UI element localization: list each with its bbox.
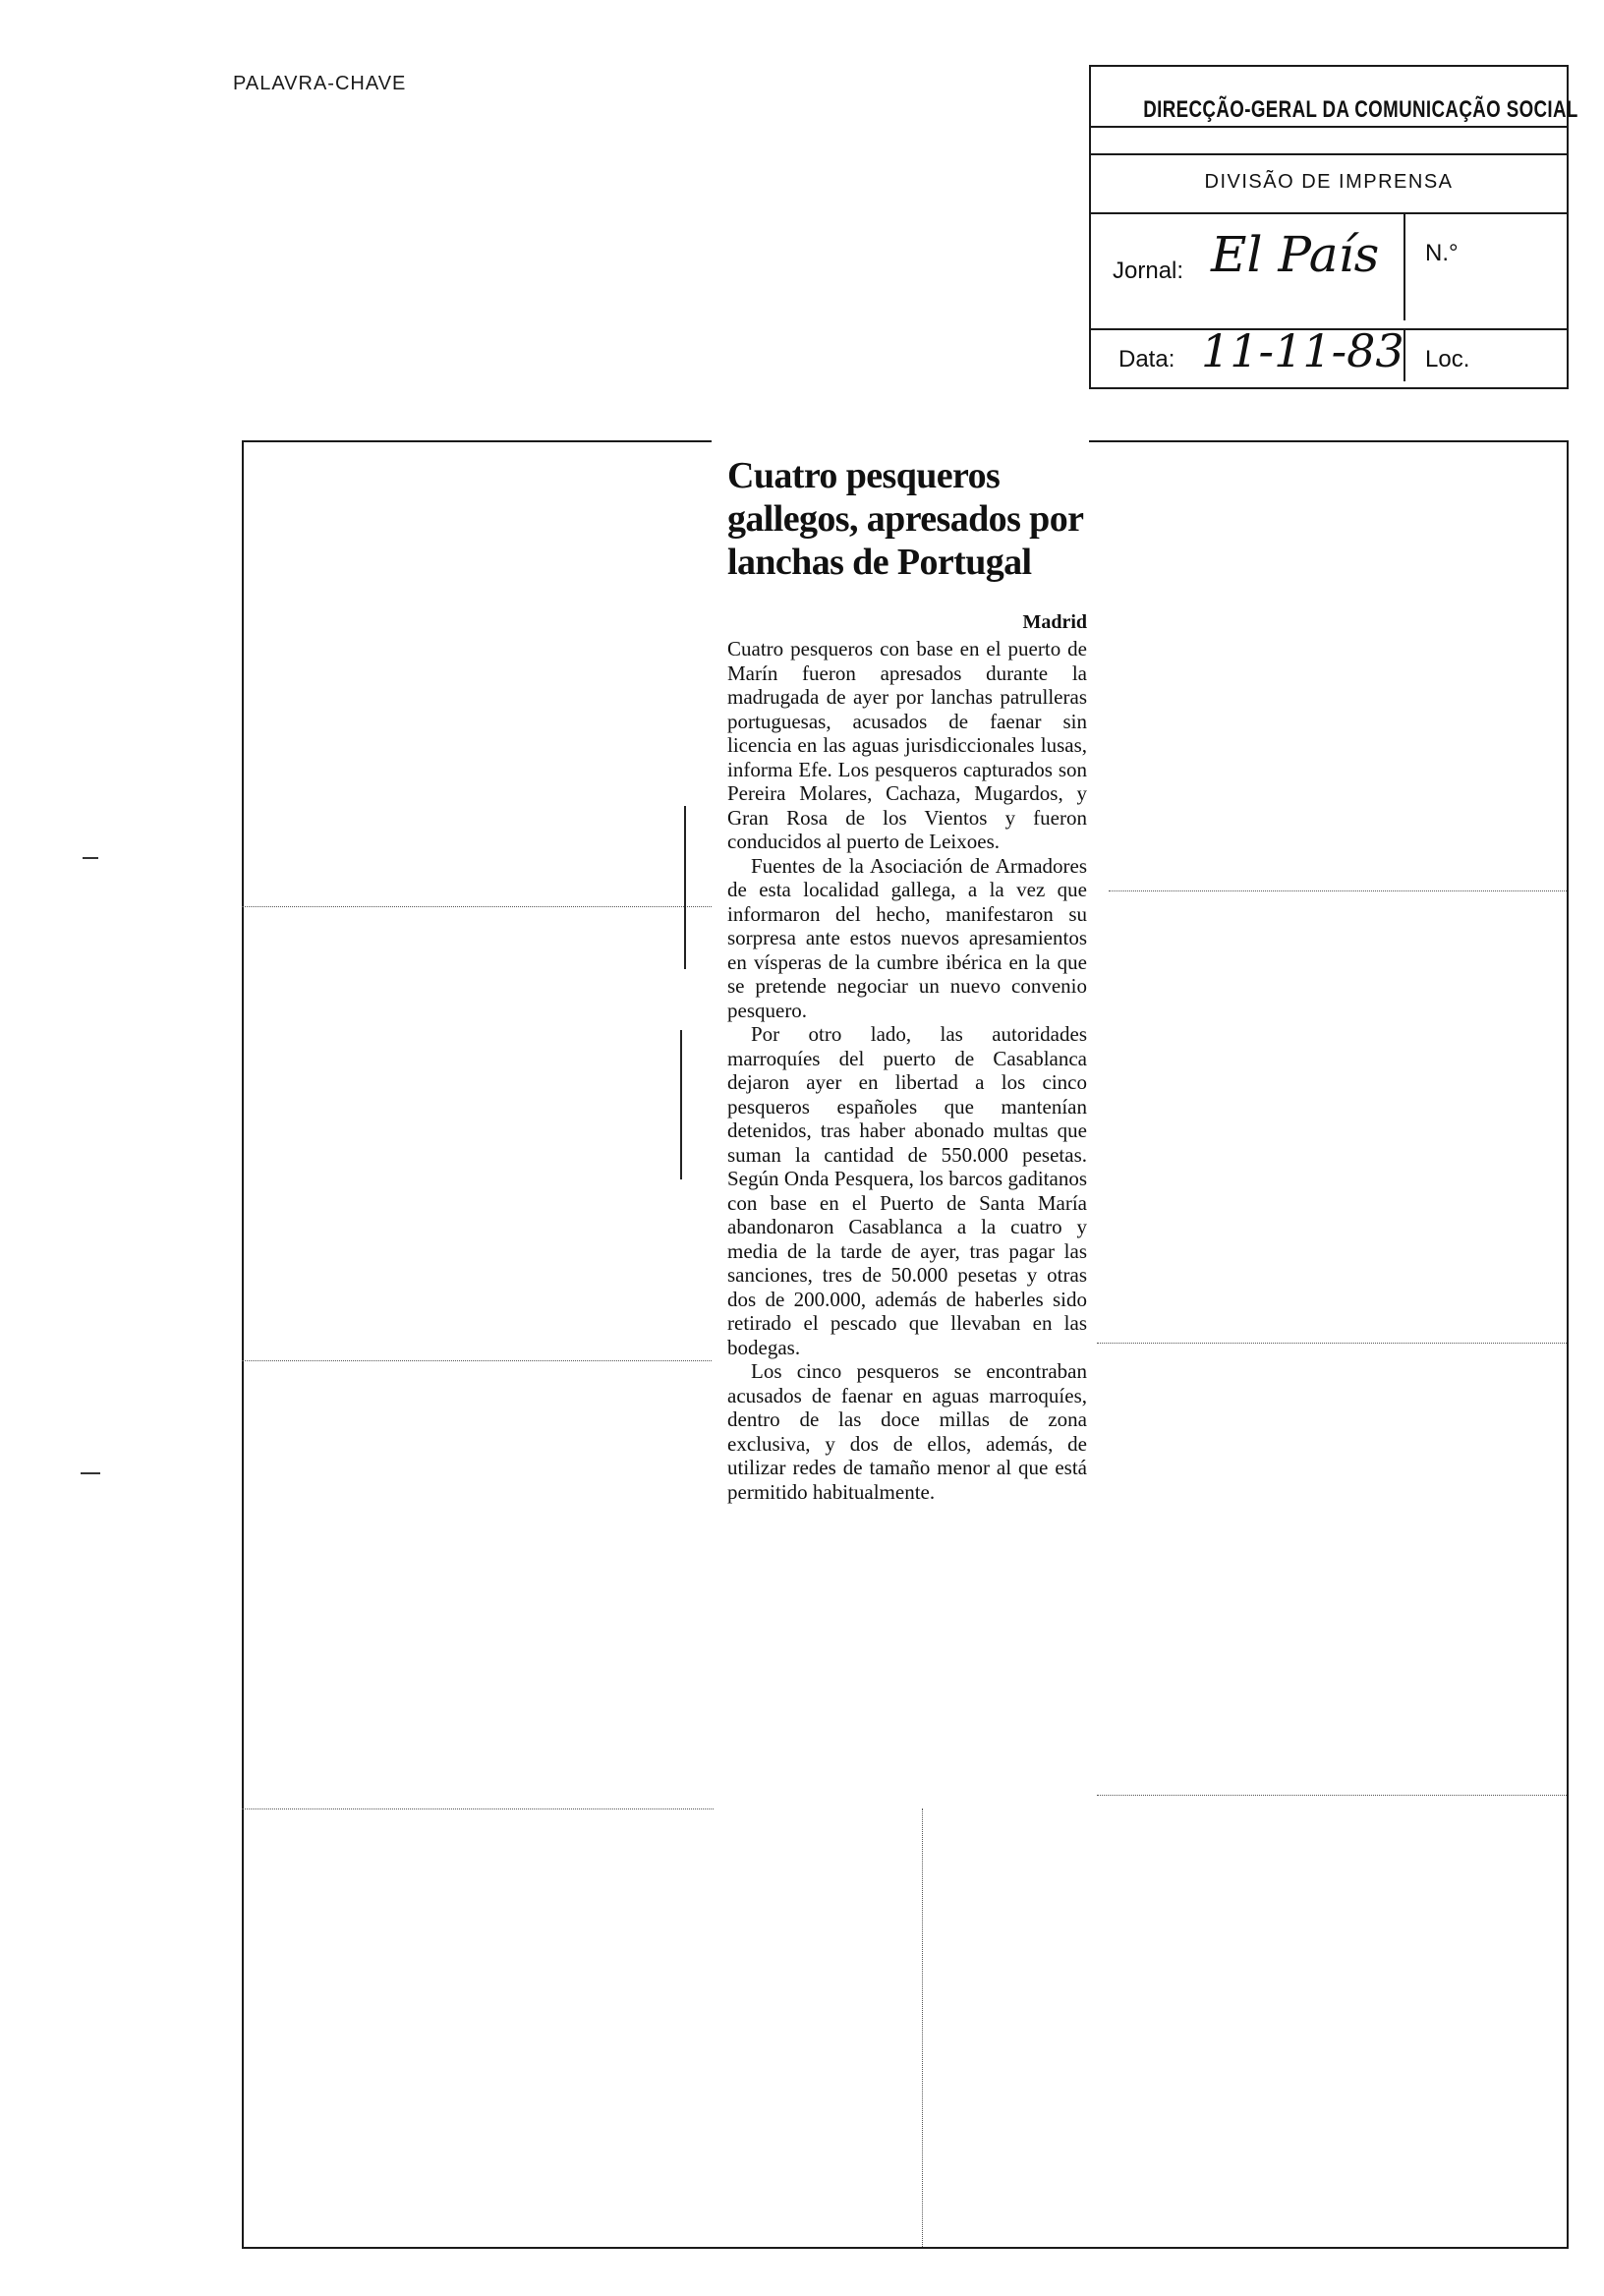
data-label: Data:: [1118, 346, 1175, 373]
keyword-label: PALAVRA-CHAVE: [233, 73, 407, 94]
loc-label: Loc.: [1425, 346, 1470, 373]
stamp-jornal-row: [1091, 212, 1567, 330]
punch-mark: [81, 1472, 100, 1474]
press-division-stamp: [1089, 65, 1578, 389]
stamp-division-title: DIVISÃO DE IMPRENSA: [1204, 171, 1454, 193]
stamp-org-title: DIRECÇÃO-GERAL DA COMUNICAÇÃO SOCIAL: [1143, 96, 1578, 123]
stamp-header: [1091, 67, 1578, 155]
guide-line: [242, 1360, 714, 1361]
guide-line: [242, 1808, 714, 1809]
margin-mark: [684, 806, 686, 969]
article-dateline: Madrid: [1022, 611, 1087, 633]
article-paragraph: Cuatro pesqueros con base en el puerto de Marín fueron apresados durante la madrugada de ayer por lanchas patrulleras portuguesas, acusados de faenar sin licencia en las aguas jurisdiccionales lusas, informa Efe. Los pesqueros capturados son Pereira Molares, Cachaza, Mugardos, y Gran Rosa de los Vientos y fueron conducidos al puerto de Leixoes.: [727, 637, 1087, 853]
guide-line: [1109, 890, 1567, 891]
margin-mark: [680, 1030, 682, 1179]
numero-label: N.°: [1425, 240, 1459, 266]
stamp-vline-bottom: [1404, 330, 1405, 381]
article-paragraph: Fuentes de la Asociación de Armadores de esta localidad gallega, a la vez que informaron del hecho, manifestaron su sorpresa ante estos nuevos apresamientos en vísperas de la cumbre ibérica en la que se pretende negociar un nuevo convenio pesquero.: [727, 853, 1087, 1022]
article-headline: Cuatro pesqueros gallegos, apresados por lanchas de Portugal: [727, 455, 1083, 583]
guide-line: [242, 906, 714, 907]
article-body: [727, 637, 1087, 1504]
jornal-label: Jornal:: [1113, 258, 1184, 284]
jornal-handwritten-value: El País: [1211, 226, 1380, 283]
guide-line: [1097, 1343, 1567, 1344]
guide-line: [1097, 1795, 1567, 1796]
guide-line: [922, 1808, 923, 2247]
article-paragraph: Por otro lado, las autoridades marroquíes del puerto de Casablanca dejaron ayer en libertad a los cinco pesqueros españoles que mantenían detenidos, tras haber abonado multas que suman la cantidad de 550.000 pesetas. Según Onda Pesquera, los barcos gaditanos con base en el Puerto de Santa María abandonaron Casablanca a la cuatro y media de la tarde de ayer, tras pagar las sanciones, tres de 50.000 pesetas y otras dos de 200.000, además de haberles sido retirado el pescado que llevaban en las bodegas.: [727, 1022, 1087, 1359]
article-paragraph: Los cinco pesqueros se encontraban acusados de faenar en aguas marroquíes, dentro de las doce millas de zona exclusiva, y dos de ellos, además, de utilizar redes de tamaño menor al que está permitido habitualmente.: [727, 1359, 1087, 1504]
stamp-vline-top: [1404, 214, 1405, 320]
punch-mark: [83, 857, 98, 859]
data-handwritten-value: 11-11-83: [1201, 324, 1404, 377]
stamp-divider: [1091, 126, 1567, 128]
